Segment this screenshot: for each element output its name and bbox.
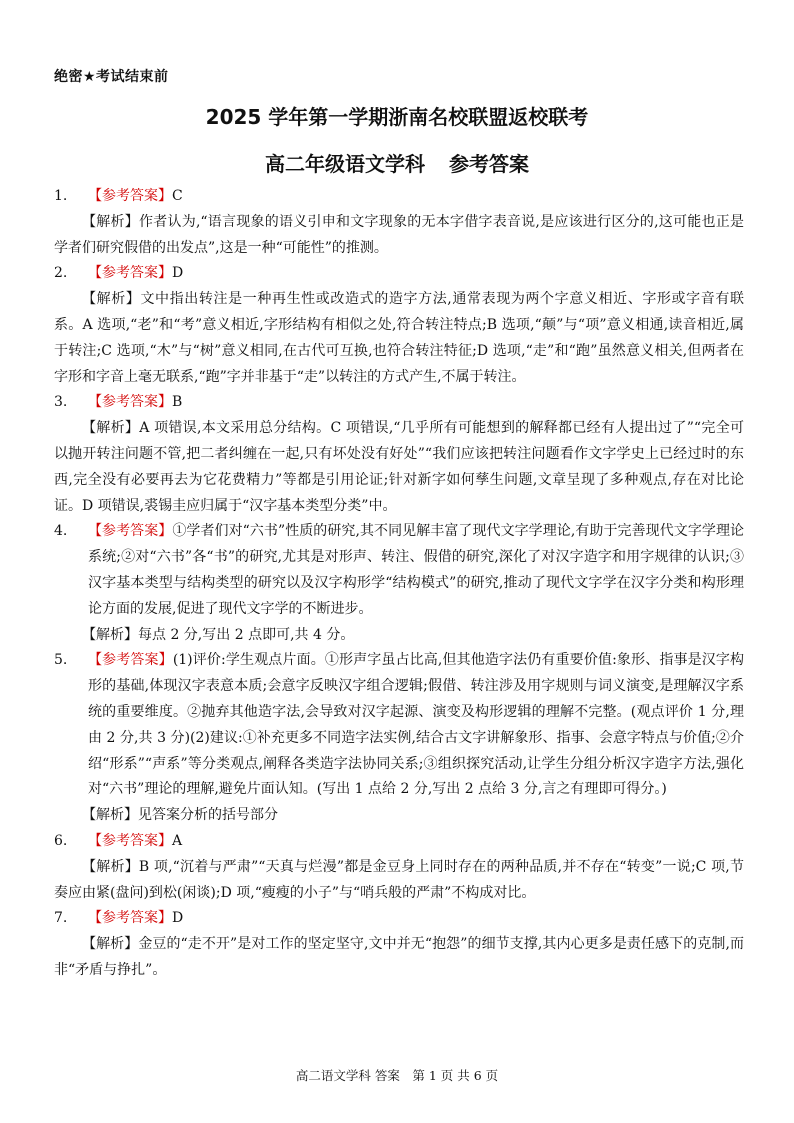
question-number: 1. [54, 188, 68, 204]
question-2-answer [54, 261, 744, 287]
question-5-answer [54, 648, 744, 803]
question-number: 5. [54, 652, 68, 669]
answer-label: 【参考答案】 [88, 832, 172, 849]
page-footer: 高二语文学科 答案 第 1 页 共 6 页 [295, 1068, 499, 1083]
question-2-analysis: 【解析】文中指出转注是一种再生性或改造式的造字方法,通常表现为两个字意义相近、字形或字音有联系。A 选项,“老”和“考”意义相近,字形结构有相似之处,符合转注特点;B 选项,“颠”与“项”意义相通,读音相近,属于转注;C 选项,“木”与“树”意义相同,在古代可互换,也符合转注特征;D 选项,“走”和“跑”虽然意义相关,但两者在字形和字音上毫无联系,“跑”字并非基于“走”以转注的方式产生,不属于转注。 [54, 291, 744, 385]
answer-label: 【参考答案】 [88, 523, 173, 540]
answer-value: C [172, 188, 183, 204]
answers-body [54, 184, 744, 984]
question-3-analysis: 【解析】A 项错误,本文采用总分结构。C 项错误,“几乎所有可能想到的解释都已经有人提出过了”“完全可以抛开转注问题不管,把二者纠缠在一起,只有坏处没有好处”“我们应该把转注问题看作文字学史上已经过时的东西,完全没有必要再去为它花费精力”等都是引用论证;针对新字如何孳生问题,文章呈现了多种观点,存在对比论证。D 项错误,裘锡圭应归属于“汉字基本类型分类”中。 [54, 420, 744, 514]
question-3-answer [54, 390, 744, 416]
question-4-answer [54, 519, 744, 622]
question-1-answer [54, 184, 744, 210]
question-6-analysis: 【解析】B 项,“沉着与严肃”“天真与烂漫”都是金豆身上同时存在的两种品质,并不存在“转变”一说;C 项,节奏应由紧(盘问)到松(闲谈);D 项,“瘦瘦的小子”与“哨兵般的严肃”不构成对比。 [54, 858, 744, 901]
answer-value: B [172, 394, 183, 411]
question-4 [54, 519, 744, 648]
secret-mark: 绝密★考试结束前 [54, 69, 169, 85]
question-5-analysis: 【解析】见答案分析的括号部分 [82, 807, 278, 824]
answer-text: ①学者们对“六书”性质的研究,其不同见解丰富了现代文字学理论,有助于完善现代文字学理论系统;②对“六书”各“书”的研究,尤其是对形声、转注、假借的研究,深化了对汉字造字和用字规律的认识;③汉字基本类型与结构类型的研究以及汉字构形学“结构模式”的研究,推动了现代文字学在汉字分类和构形理论方面的发展,促进了现代文字学的不断进步。 [88, 523, 745, 617]
question-number: 4. [54, 523, 68, 540]
question-1-analysis: 【解析】作者认为,“语言现象的语义引申和文字现象的无本字借字表音说,是应该进行区分的,这可能也正是学者们研究假借的出发点”,这是一种“可能性”的推测。 [54, 213, 744, 256]
answer-label: 【参考答案】 [88, 188, 172, 204]
question-number: 7. [54, 910, 68, 927]
question-3 [54, 390, 744, 519]
question-number: 3. [54, 394, 68, 411]
answer-value: A [172, 832, 183, 849]
exam-subtitle [0, 148, 794, 177]
exam-title: 2025 学年第一学期浙南名校联盟返校联考 [205, 105, 589, 129]
question-6 [54, 829, 744, 906]
answer-text: (1)评价:学生观点片面。①形声字虽占比高,但其他造字法仍有重要价值:象形、指事是汉字构形的基础,体现汉字表意本质;会意字反映汉字组合逻辑;假借、转注涉及用字规则与词义演变,是理解汉字系统的重要维度。②抛弃其他造字法,会导致对汉字起源、演变及构形逻辑的理解不完整。(观点评价 1 分,理由 2 分,共 3 分)(2)建议:①补充更多不同造字法实例,结合古文字讲解象形、指事、会意字特点与价值;②介绍“形系”“声系”等分类观点,阐释各类造字法协同关系;③组织探究活动,让学生分组分析汉字造字方法,强化对“六书”理论的理解,避免片面认知。(写出 1 点给 2 分,写出 2 点给 3 分,言之有理即可得分。) [88, 652, 745, 798]
answer-value: D [172, 265, 184, 282]
answer-label: 【参考答案】 [88, 265, 172, 282]
question-5 [54, 648, 744, 829]
answer-label: 【参考答案】 [88, 652, 173, 669]
question-7-analysis: 【解析】金豆的“走不开”是对工作的坚定坚守,文中并无“抱怨”的细节支撑,其内心更多是责任感下的克制,而非“矛盾与挣扎”。 [54, 936, 744, 978]
answer-label: 【参考答案】 [88, 910, 172, 927]
question-number: 6. [54, 832, 68, 849]
subject-title: 高二年级语文学科 [265, 152, 425, 176]
question-number: 2. [54, 265, 68, 282]
question-1 [54, 184, 744, 261]
answer-title: 参考答案 [449, 152, 529, 176]
answer-value: D [172, 910, 184, 927]
answer-label: 【参考答案】 [88, 394, 172, 411]
question-7-answer [54, 906, 744, 932]
question-6-answer [54, 829, 744, 855]
question-4-analysis: 【解析】每点 2 分,写出 2 点即可,共 4 分。 [82, 626, 355, 643]
question-7 [54, 906, 744, 983]
question-2 [54, 261, 744, 390]
